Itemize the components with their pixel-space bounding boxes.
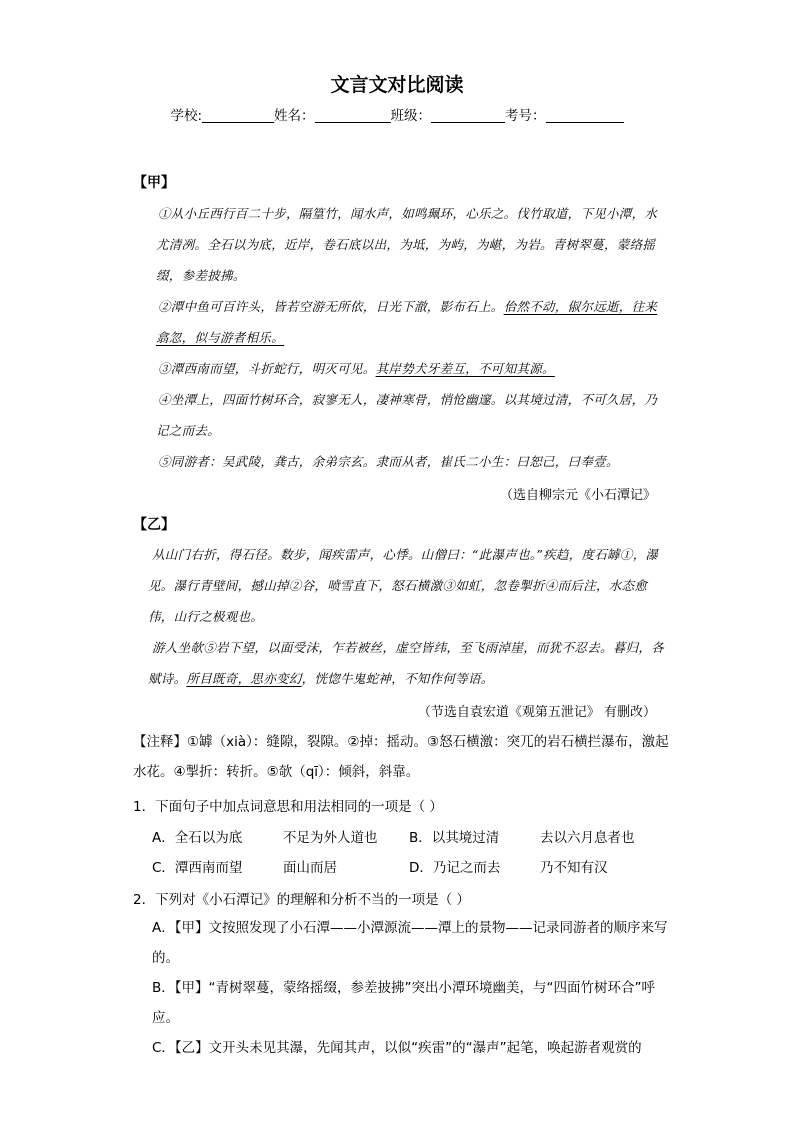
passage-a-para-5: ⑤同游者：吴武陵，龚古，余弟宗玄。隶而从者，崔氏二小生：曰恕己，曰奉壹。 [158, 454, 619, 469]
passage-b-body [148, 539, 668, 694]
q1-option-d-1[interactable]: D．乃记之而去 [409, 860, 501, 876]
name-label: 姓名： [274, 108, 315, 124]
name-blank[interactable] [315, 108, 391, 123]
passage-b-para-2-text-b: ，恍惚牛鬼蛇神，不知作何等语。 [301, 671, 494, 686]
exam-no-blank[interactable] [546, 108, 624, 123]
passage-a-para-2-underlined: 佁然不动，俶尔远逝，往来翕忽，似与游者相乐。 [156, 299, 658, 345]
student-info-line [0, 104, 794, 124]
q1-option-d-2: 乃不知有汉 [540, 860, 608, 876]
notes-text: 【注释】①罅（xià）：缝隙，裂隙。②掉：摇动。③怒石横激：突兀的岩石横拦瀑布，激起水花。④掣折：转折。⑤欹（qī）：倾斜，斜靠。 [133, 734, 669, 780]
q2-option-c[interactable]: C．【乙】文开头未见其瀑，先闻其声，以似“疾雷”的“瀑声”起笔，唤起游者观赏的 [152, 1040, 642, 1056]
passage-b-para-1: 从山门右折，得石径。数步，闻疾雷声，心悸。山僧曰：“此瀑声也。”疾趋，度石罅①，瀑见。瀑行青壁间，撼山掉②谷，喷雪直下，怒石横激③如虹，忽卷掣折④而后注，水态愈伟，山行之极观也。 [148, 547, 659, 624]
passage-b-para-2 [148, 632, 668, 694]
passage-b-source: （节选自袁宏道《观第五泄记》 有删改） [417, 705, 656, 720]
passage-a-label: 【甲】 [133, 175, 175, 191]
q1-option-a-1[interactable]: A．全石以为底 [152, 830, 243, 846]
q1-option-a-2: 不足为外人道也 [283, 830, 378, 846]
q1-option-b-1[interactable]: B．以其境过清 [409, 830, 500, 846]
class-label: 班级： [390, 108, 432, 124]
passage-a-para-4: ④坐潭上，四面竹树环合，寂寥无人，凄神寒骨，悄怆幽邃。以其境过清，不可久居，乃记之而去。 [156, 392, 658, 438]
question-1-stem: 1．下面句子中加点词意思和用法相同的一项是（ ） [133, 799, 443, 815]
passage-a-para-3-text: ③潭西南而望，斗折蛇行，明灭可见。 [158, 361, 376, 376]
annotation-notes [133, 727, 673, 787]
q2-option-b[interactable]: B．【甲】“青树翠蔓，蒙络摇缀，参差披拂”突出小潭环境幽美，与“四面竹树环合”呼应。 [152, 980, 655, 1026]
page-title: 文言文对比阅读 [330, 74, 464, 96]
question-2-stem: 2．下列对《小石潭记》的理解和分析不当的一项是（ ） [133, 892, 470, 908]
passage-b-label: 【乙】 [133, 517, 175, 533]
school-blank[interactable] [202, 108, 274, 123]
passage-a-para-2 [156, 291, 666, 353]
school-label: 学校: [170, 108, 203, 124]
q2-option-a[interactable]: A．【甲】文按照发现了小石潭——小潭源流——潭上的景物——记录同游者的顺序来写的。 [152, 920, 668, 966]
exam-no-label: 考号： [505, 108, 546, 124]
passage-a-body [156, 198, 666, 477]
passage-b-para-2-underlined: 所目既奇，思亦变幻 [186, 671, 302, 686]
q1-option-b-2: 去以六月息者也 [540, 830, 635, 846]
passage-a-para-2-text: ②潭中鱼可百许头，皆若空游无所依，日光下澈，影布石上。 [158, 299, 504, 314]
q2-options [152, 913, 672, 1063]
q1-option-c-2: 面山而居 [283, 860, 337, 876]
passage-a-para-3-underlined: 其岸势犬牙差互，不可知其源。 [375, 361, 555, 376]
passage-a-para-1: ①从小丘西行百二十步，隔篁竹，闻水声，如鸣珮环，心乐之。伐竹取道，下见小潭，水尤清冽。全石以为底，近岸，卷石底以出，为坻，为屿，为嵁，为岩。青树翠蔓，蒙络摇缀，参差披拂。 [156, 206, 658, 283]
q1-option-c-1[interactable]: C．潭西南而望 [152, 860, 243, 876]
passage-a-source: （选自柳宗元《小石潭记》 [499, 488, 656, 503]
passage-a-para-3 [156, 353, 666, 384]
passage-b-para-2-text-a: 游人坐欹⑤岩下望，以面受沫，乍若被丝，虚空皆纬，至飞雨淖崖，而犹不忍去。暮归，各赋诗。 [148, 640, 665, 686]
class-blank[interactable] [431, 108, 505, 123]
